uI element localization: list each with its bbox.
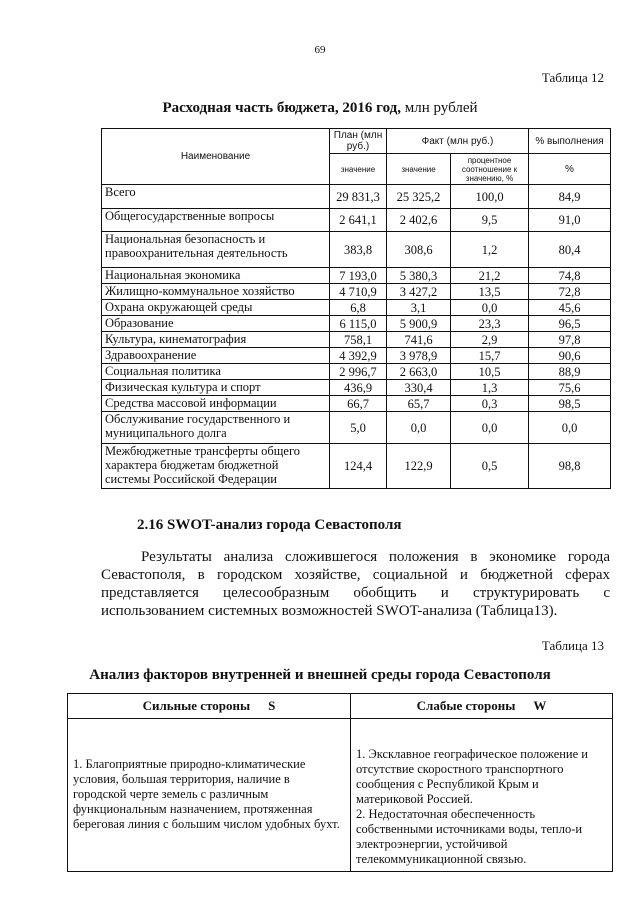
row-name: Образование [102, 316, 330, 332]
row-plan-value: 4 710,9 [330, 284, 387, 300]
table-row [102, 209, 611, 232]
header-plan: План (млн руб.) [330, 129, 387, 154]
row-percent: 84,9 [529, 185, 611, 209]
row-name: Здравоохранение [102, 348, 330, 364]
row-fact-value: 3 427,2 [387, 284, 451, 300]
row-fact-value: 25 325,2 [387, 185, 451, 209]
row-fact-value: 122,9 [387, 444, 451, 489]
row-percent: 91,0 [529, 209, 611, 232]
row-plan-value: 7 193,0 [330, 268, 387, 284]
row-plan-value: 758,1 [330, 332, 387, 348]
section-title: 2.16 SWOT-анализ города Севастополя [137, 517, 402, 533]
row-plan-value: 383,8 [330, 232, 387, 268]
row-percent: 0,0 [529, 412, 611, 444]
row-fact-share: 0,0 [451, 412, 529, 444]
row-percent: 98,5 [529, 396, 611, 412]
weaknesses-letter: W [533, 698, 547, 713]
header-name: Наименование [102, 129, 330, 185]
row-plan-value: 66,7 [330, 396, 387, 412]
row-fact-share: 0,5 [451, 444, 529, 489]
strengths-cell [68, 719, 351, 872]
row-fact-value: 330,4 [387, 380, 451, 396]
strength-item: 1. Благоприятные природно-климатические условия, большая территория, наличие в городской черте земель с различным функциональным назначением, протяженная береговая линия с большим числом удобных бухт. [73, 757, 340, 831]
row-percent: 98,8 [529, 444, 611, 489]
table-row [102, 332, 611, 348]
row-plan-value: 4 392,9 [330, 348, 387, 364]
table-row [102, 364, 611, 380]
row-percent: 90,6 [529, 348, 611, 364]
row-plan-value: 29 831,3 [330, 185, 387, 209]
table-row [102, 412, 611, 444]
table-row [102, 185, 611, 209]
header-plan-value: значение [330, 154, 387, 185]
row-fact-value: 3,1 [387, 300, 451, 316]
table-row [102, 300, 611, 316]
table-row [102, 380, 611, 396]
row-name: Охрана окружающей среды [102, 300, 330, 316]
row-name: Общегосударственные вопросы [102, 209, 330, 232]
row-percent: 72,8 [529, 284, 611, 300]
row-name: Культура, кинематография [102, 332, 330, 348]
row-plan-value: 2 996,7 [330, 364, 387, 380]
row-fact-share: 13,5 [451, 284, 529, 300]
row-fact-share: 0,3 [451, 396, 529, 412]
row-fact-value: 308,6 [387, 232, 451, 268]
row-fact-share: 21,2 [451, 268, 529, 284]
row-name: Межбюджетные трансферты общего характера бюджетам бюджетной системы Российской Федерации [102, 444, 330, 489]
table-row [102, 232, 611, 268]
row-name: Физическая культура и спорт [102, 380, 330, 396]
row-plan-value: 124,4 [330, 444, 387, 489]
budget-table [101, 128, 611, 489]
row-name: Средства массовой информации [102, 396, 330, 412]
row-fact-share: 100,0 [451, 185, 529, 209]
row-name: Жилищно-коммунальное хозяйство [102, 284, 330, 300]
table-row [102, 284, 611, 300]
row-fact-value: 0,0 [387, 412, 451, 444]
row-percent: 45,6 [529, 300, 611, 316]
table-row [102, 444, 611, 489]
row-plan-value: 436,9 [330, 380, 387, 396]
row-plan-value: 5,0 [330, 412, 387, 444]
row-fact-value: 5 380,3 [387, 268, 451, 284]
row-percent: 75,6 [529, 380, 611, 396]
header-fact-share: процентное соотношение к значению, % [451, 154, 529, 185]
header-fact-value: значение [387, 154, 451, 185]
table-13-label: Таблица 13 [541, 638, 604, 653]
section-paragraph: Результаты анализа сложившегося положения в экономике города Севастополя, в городском хозяйстве, социальной и бюджетной сферах представляется целесообразным обобщить и структурировать с использованием системных возможностей SWOT-анализа (Таблица13). [101, 549, 610, 619]
table-12-title [0, 100, 640, 117]
row-fact-value: 2 663,0 [387, 364, 451, 380]
row-plan-value: 6 115,0 [330, 316, 387, 332]
weaknesses-cell [351, 719, 613, 872]
row-fact-share: 15,7 [451, 348, 529, 364]
header-percent: % выполнения [529, 129, 611, 154]
row-name: Обслуживание государственного и муниципального долга [102, 412, 330, 444]
table-12-label: Таблица 12 [541, 70, 604, 85]
strengths-header-label: Сильные стороны [142, 698, 251, 713]
row-percent: 96,5 [529, 316, 611, 332]
table-13-title: Анализ факторов внутренней и внешней среды города Севастополя [89, 667, 551, 683]
weakness-item: 2. Недостаточная обеспеченность собственными источниками воды, тепло-и электроэнергии, устойчивой телекоммуникационной связью. [356, 807, 583, 866]
row-fact-value: 3 978,9 [387, 348, 451, 364]
row-name: Национальная безопасность и правоохранительная деятельность [102, 232, 330, 268]
table-row [102, 316, 611, 332]
strengths-header [68, 694, 351, 719]
row-fact-share: 9,5 [451, 209, 529, 232]
table-row [102, 396, 611, 412]
row-percent: 88,9 [529, 364, 611, 380]
weaknesses-header [351, 694, 613, 719]
row-fact-share: 1,3 [451, 380, 529, 396]
table-12-title-units: млн рублей [401, 100, 478, 116]
table-12-title-bold: Расходная часть бюджета, 2016 год, [162, 100, 401, 116]
row-fact-value: 65,7 [387, 396, 451, 412]
row-name: Национальная экономика [102, 268, 330, 284]
header-percent-sub: % [529, 154, 611, 185]
row-name: Социальная политика [102, 364, 330, 380]
row-fact-share: 1,2 [451, 232, 529, 268]
swot-table [67, 693, 613, 872]
row-fact-share: 23,3 [451, 316, 529, 332]
page-number: 69 [314, 44, 326, 56]
weakness-item: 1. Эксклавное географическое положение и отсутствие скоростного транспортного сообщения с Республикой Крым и материковой Россией. [356, 747, 588, 806]
header-fact: Факт (млн руб.) [387, 129, 529, 154]
row-fact-share: 10,5 [451, 364, 529, 380]
row-fact-value: 741,6 [387, 332, 451, 348]
table-row [102, 268, 611, 284]
row-fact-share: 2,9 [451, 332, 529, 348]
row-percent: 74,8 [529, 268, 611, 284]
row-fact-share: 0,0 [451, 300, 529, 316]
row-fact-value: 5 900,9 [387, 316, 451, 332]
row-plan-value: 6,8 [330, 300, 387, 316]
row-percent: 80,4 [529, 232, 611, 268]
row-percent: 97,8 [529, 332, 611, 348]
row-plan-value: 2 641,1 [330, 209, 387, 232]
row-fact-value: 2 402,6 [387, 209, 451, 232]
weaknesses-header-label: Слабые стороны [416, 698, 516, 713]
table-row [102, 348, 611, 364]
strengths-letter: S [268, 698, 276, 713]
row-name: Всего [102, 185, 330, 209]
